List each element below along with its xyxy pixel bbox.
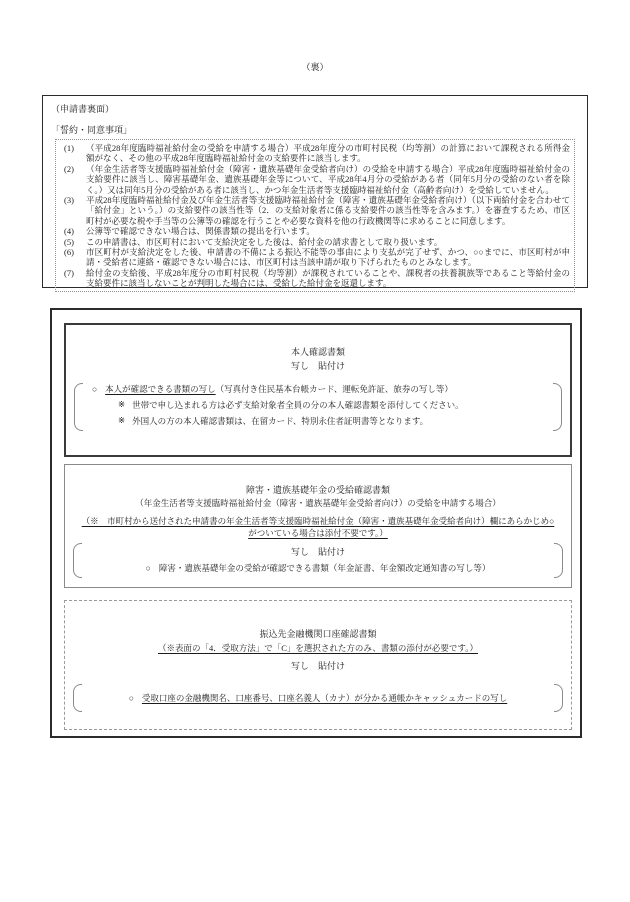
- bank-item-line: [65, 692, 571, 704]
- paste-area-bracket-left: [73, 543, 82, 578]
- identity-documents-box: [64, 323, 572, 457]
- circle-marker: ○: [145, 563, 151, 573]
- paste-area-bracket-left: [73, 684, 82, 712]
- circle-marker: ○: [128, 693, 134, 703]
- pension-item-text: 障害・遺族基礎年金の受給が確認できる書類（年金証書、年金額改定通知書の写し等）: [158, 563, 491, 573]
- pledge-list: [55, 139, 575, 292]
- bank-paste-label: 写し 貼付け: [290, 661, 345, 671]
- pension-paste-label: 写し 貼付け: [290, 547, 345, 557]
- pledge-item-number: (4): [64, 226, 74, 237]
- pledge-item: [60, 195, 570, 226]
- pledge-item-number: (7): [64, 267, 74, 278]
- pledge-item-text: この申請書は、市区町村において支給決定をした後は、給付金の請求書として取り扱います。: [86, 236, 443, 247]
- paste-area-bracket-right: [553, 383, 562, 431]
- pledge-item-text: （平成28年度臨時福祉給付金の受給を申請する場合）平成28年度分の市町村民税（均等割）の計算において課税される所得金額がなく、その他の平成28年度臨時福祉給付金の支給要件に該当します。: [86, 143, 570, 164]
- identity-note: [118, 415, 570, 427]
- pledge-heading: 「誓約・同意事項」: [51, 125, 133, 135]
- bank-account-box: [64, 600, 572, 730]
- paste-area-bracket-right: [554, 543, 563, 578]
- pledge-item-text: 給付金の支給後、平成28年度分の市町村民税（均等割）が課税されていることや、課税者の扶養親族等であること等給付金の支給要件に該当しないことが判明した場合には、受給した給付金を返還します。: [86, 267, 570, 289]
- identity-item-line: [92, 383, 570, 395]
- pledge-item-text: 市区町村が支給決定をした後、申請書の不備による振込不能等の事由により支払が完了せず、かつ、○○までに、市区町村が申請・受給者に連絡・確認できない場合には、市区町村は当該申請が取り下げられたものとみなします。: [86, 247, 570, 268]
- pledge-item-number: (1): [64, 143, 74, 153]
- page-side-label: （裏）: [301, 62, 329, 72]
- pension-title: 障害・遺族基礎年金の受給確認書類: [245, 485, 390, 495]
- pledge-item-text: 公簿等で確認できない場合は、関係書類の提出を行います。: [86, 226, 315, 237]
- bank-item-text: 受取口座の金融機関名、口座番号、口座名義人（カナ）が分かる通帳かキャッシュカードの写し: [141, 693, 508, 703]
- bank-note: （※表面の「4．受取方法」で「C」を選択された方のみ、書類の添付が必要です。）: [157, 643, 478, 653]
- pension-subtitle: （年金生活者等支援臨時福祉給付金（障害・遺族基礎年金受給者向け）の受給を申請する場合）: [135, 498, 501, 508]
- bank-paste-area: [65, 684, 571, 712]
- pledge-item: [60, 247, 570, 268]
- pledge-item: [60, 164, 570, 195]
- pension-item-line: [65, 562, 571, 574]
- pension-note: （※ 市町村から送付された申請書の年金生活者等支援臨時福祉給付金（障害・遺族基礎年金受給者向け）欄にあらかじめ○がついている場合は添付不要です。）: [81, 516, 555, 538]
- note-mark: ※: [118, 399, 126, 409]
- identity-title: 本人確認書類: [290, 347, 345, 357]
- identity-item-rest: （写真付き住民基本台帳カード、運転免許証、旅券の写し等）: [215, 384, 453, 394]
- pledge-item-number: (3): [64, 195, 74, 206]
- pledge-item: [60, 268, 570, 289]
- pledge-section-box: [42, 95, 588, 288]
- pledge-item-number: (5): [64, 236, 74, 247]
- note-mark: ※: [118, 415, 126, 425]
- identity-paste-label: 写し 貼付け: [290, 361, 345, 371]
- identity-note-text: 外国人の方の本人確認書類は、在留カード、特別永住者証明書等となります。: [132, 416, 429, 426]
- pledge-item-text: 平成28年度臨時福祉給付金及び年金生活者等支援臨時福祉給付金（障害・遺族基礎年金受給者向け）（以下両給付金を合わせて「給付金」という。）の支給要件の該当性等（2．の支給対象者に係る支給要件の該当性等を含みます。）を審査するため、市区町村が必要な税や手当等の公簿等の確認を行うことや必要な資料を他の行政機関等に求めることに同意します。: [86, 195, 570, 226]
- identity-note: [118, 399, 570, 411]
- pledge-item-number: (2): [64, 163, 74, 174]
- identity-note-text: 世帯で申し込まれる方は必ず支給対象者全員の分の本人確認書類を添付してください。: [132, 400, 464, 410]
- paste-area-bracket-left: [74, 383, 83, 431]
- identity-item-underlined: 本人が確認できる書類の写し: [105, 384, 216, 394]
- circle-marker: ○: [92, 384, 98, 394]
- pledge-item-number: (6): [64, 247, 74, 258]
- bank-title: 振込先金融機関口座確認書類: [259, 629, 377, 639]
- backside-caption: （申請書裏面）: [51, 104, 115, 114]
- pledge-item: [60, 143, 570, 164]
- pension-paste-area: [65, 543, 571, 580]
- pension-confirmation-box: [64, 464, 572, 588]
- pledge-item: [60, 237, 570, 247]
- attachments-section-box: [50, 308, 582, 738]
- identity-paste-area: [66, 383, 570, 435]
- pledge-item-text: （年金生活者等支援臨時福祉給付金（障害・遺族基礎年金受給者向け）の受給を申請する場合）平成28年度臨時福祉給付金の支給要件に該当し、障害基礎年金、遺族基礎年金等について、平成28年4月分の受給がある者（同年5月分の受給のない者を除く。）又は同年5月分の受給がある者に該当し、かつ年金生活者等支援臨時福祉給付金（高齢者向け）を受給していません。: [86, 163, 570, 195]
- pledge-item: [60, 226, 570, 236]
- paste-area-bracket-right: [554, 684, 563, 712]
